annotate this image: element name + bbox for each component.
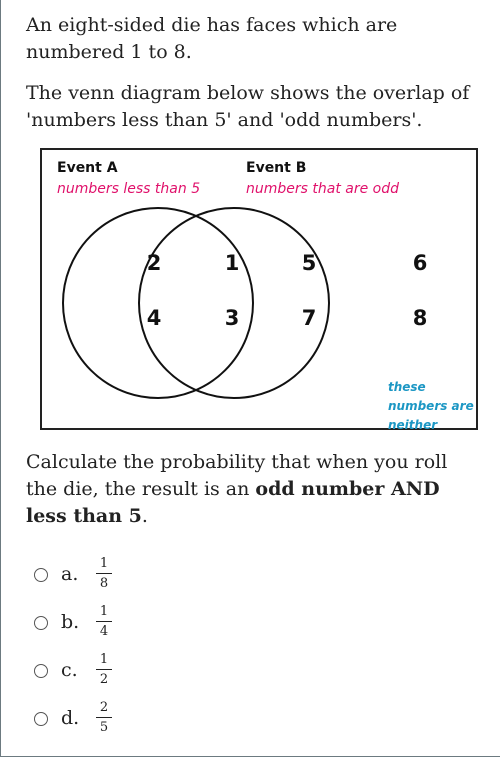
option-letter: a.: [61, 563, 79, 585]
option-fraction: [96, 652, 112, 687]
radio-button[interactable]: [34, 664, 48, 678]
question-emphasis: odd number AND less than 5: [26, 478, 440, 527]
option-letter: b.: [61, 611, 80, 633]
event-a-circle: [63, 208, 253, 398]
fraction-denominator: 5: [99, 720, 109, 735]
option-c[interactable]: [34, 652, 234, 692]
fraction-denominator: 4: [99, 624, 109, 639]
fraction-denominator: 2: [99, 672, 109, 687]
fraction-denominator: 8: [99, 576, 109, 591]
fraction-numerator: 2: [99, 700, 109, 715]
event-b-label: numbers that are odd: [246, 181, 400, 197]
option-fraction: [96, 604, 112, 639]
option-letter: c.: [61, 659, 78, 681]
neither-note: these numbers are neither: [388, 380, 474, 432]
option-letter: d.: [61, 707, 80, 729]
radio-button[interactable]: [34, 568, 48, 582]
venn-number-both: 3: [224, 306, 240, 330]
question-end: .: [141, 505, 148, 527]
venn-number-both: 1: [224, 251, 240, 275]
option-d[interactable]: [34, 700, 234, 740]
event-b-circle: [139, 208, 329, 398]
venn-number-a-only: 4: [146, 306, 162, 330]
event-a-title: Event A: [57, 160, 118, 176]
fraction-numerator: 1: [99, 556, 109, 571]
intro-text: An eight-sided die has faces which are numbered 1 to 8.: [26, 14, 398, 63]
venn-number-a-only: 2: [146, 251, 162, 275]
radio-button[interactable]: [34, 616, 48, 630]
event-b-title: Event B: [246, 160, 307, 176]
option-a[interactable]: [34, 556, 234, 596]
fraction-numerator: 1: [99, 604, 109, 619]
fraction-numerator: 1: [99, 652, 109, 667]
venn-number-b-only: 5: [301, 251, 317, 275]
option-fraction: [96, 556, 112, 591]
question-start: Calculate the probability that when you roll the die, the result is an: [26, 451, 448, 500]
radio-button[interactable]: [34, 712, 48, 726]
venn-diagram: [40, 148, 478, 430]
option-fraction: [96, 700, 112, 735]
venn-number-neither: 6: [412, 251, 428, 275]
venn-number-b-only: 7: [301, 306, 317, 330]
venn-number-neither: 8: [412, 306, 428, 330]
option-b[interactable]: [34, 604, 234, 644]
event-a-label: numbers less than 5: [57, 181, 201, 197]
question-text: [26, 449, 476, 530]
description-text: The venn diagram below shows the overlap of 'numbers less than 5' and 'odd numbers'.: [26, 82, 470, 131]
